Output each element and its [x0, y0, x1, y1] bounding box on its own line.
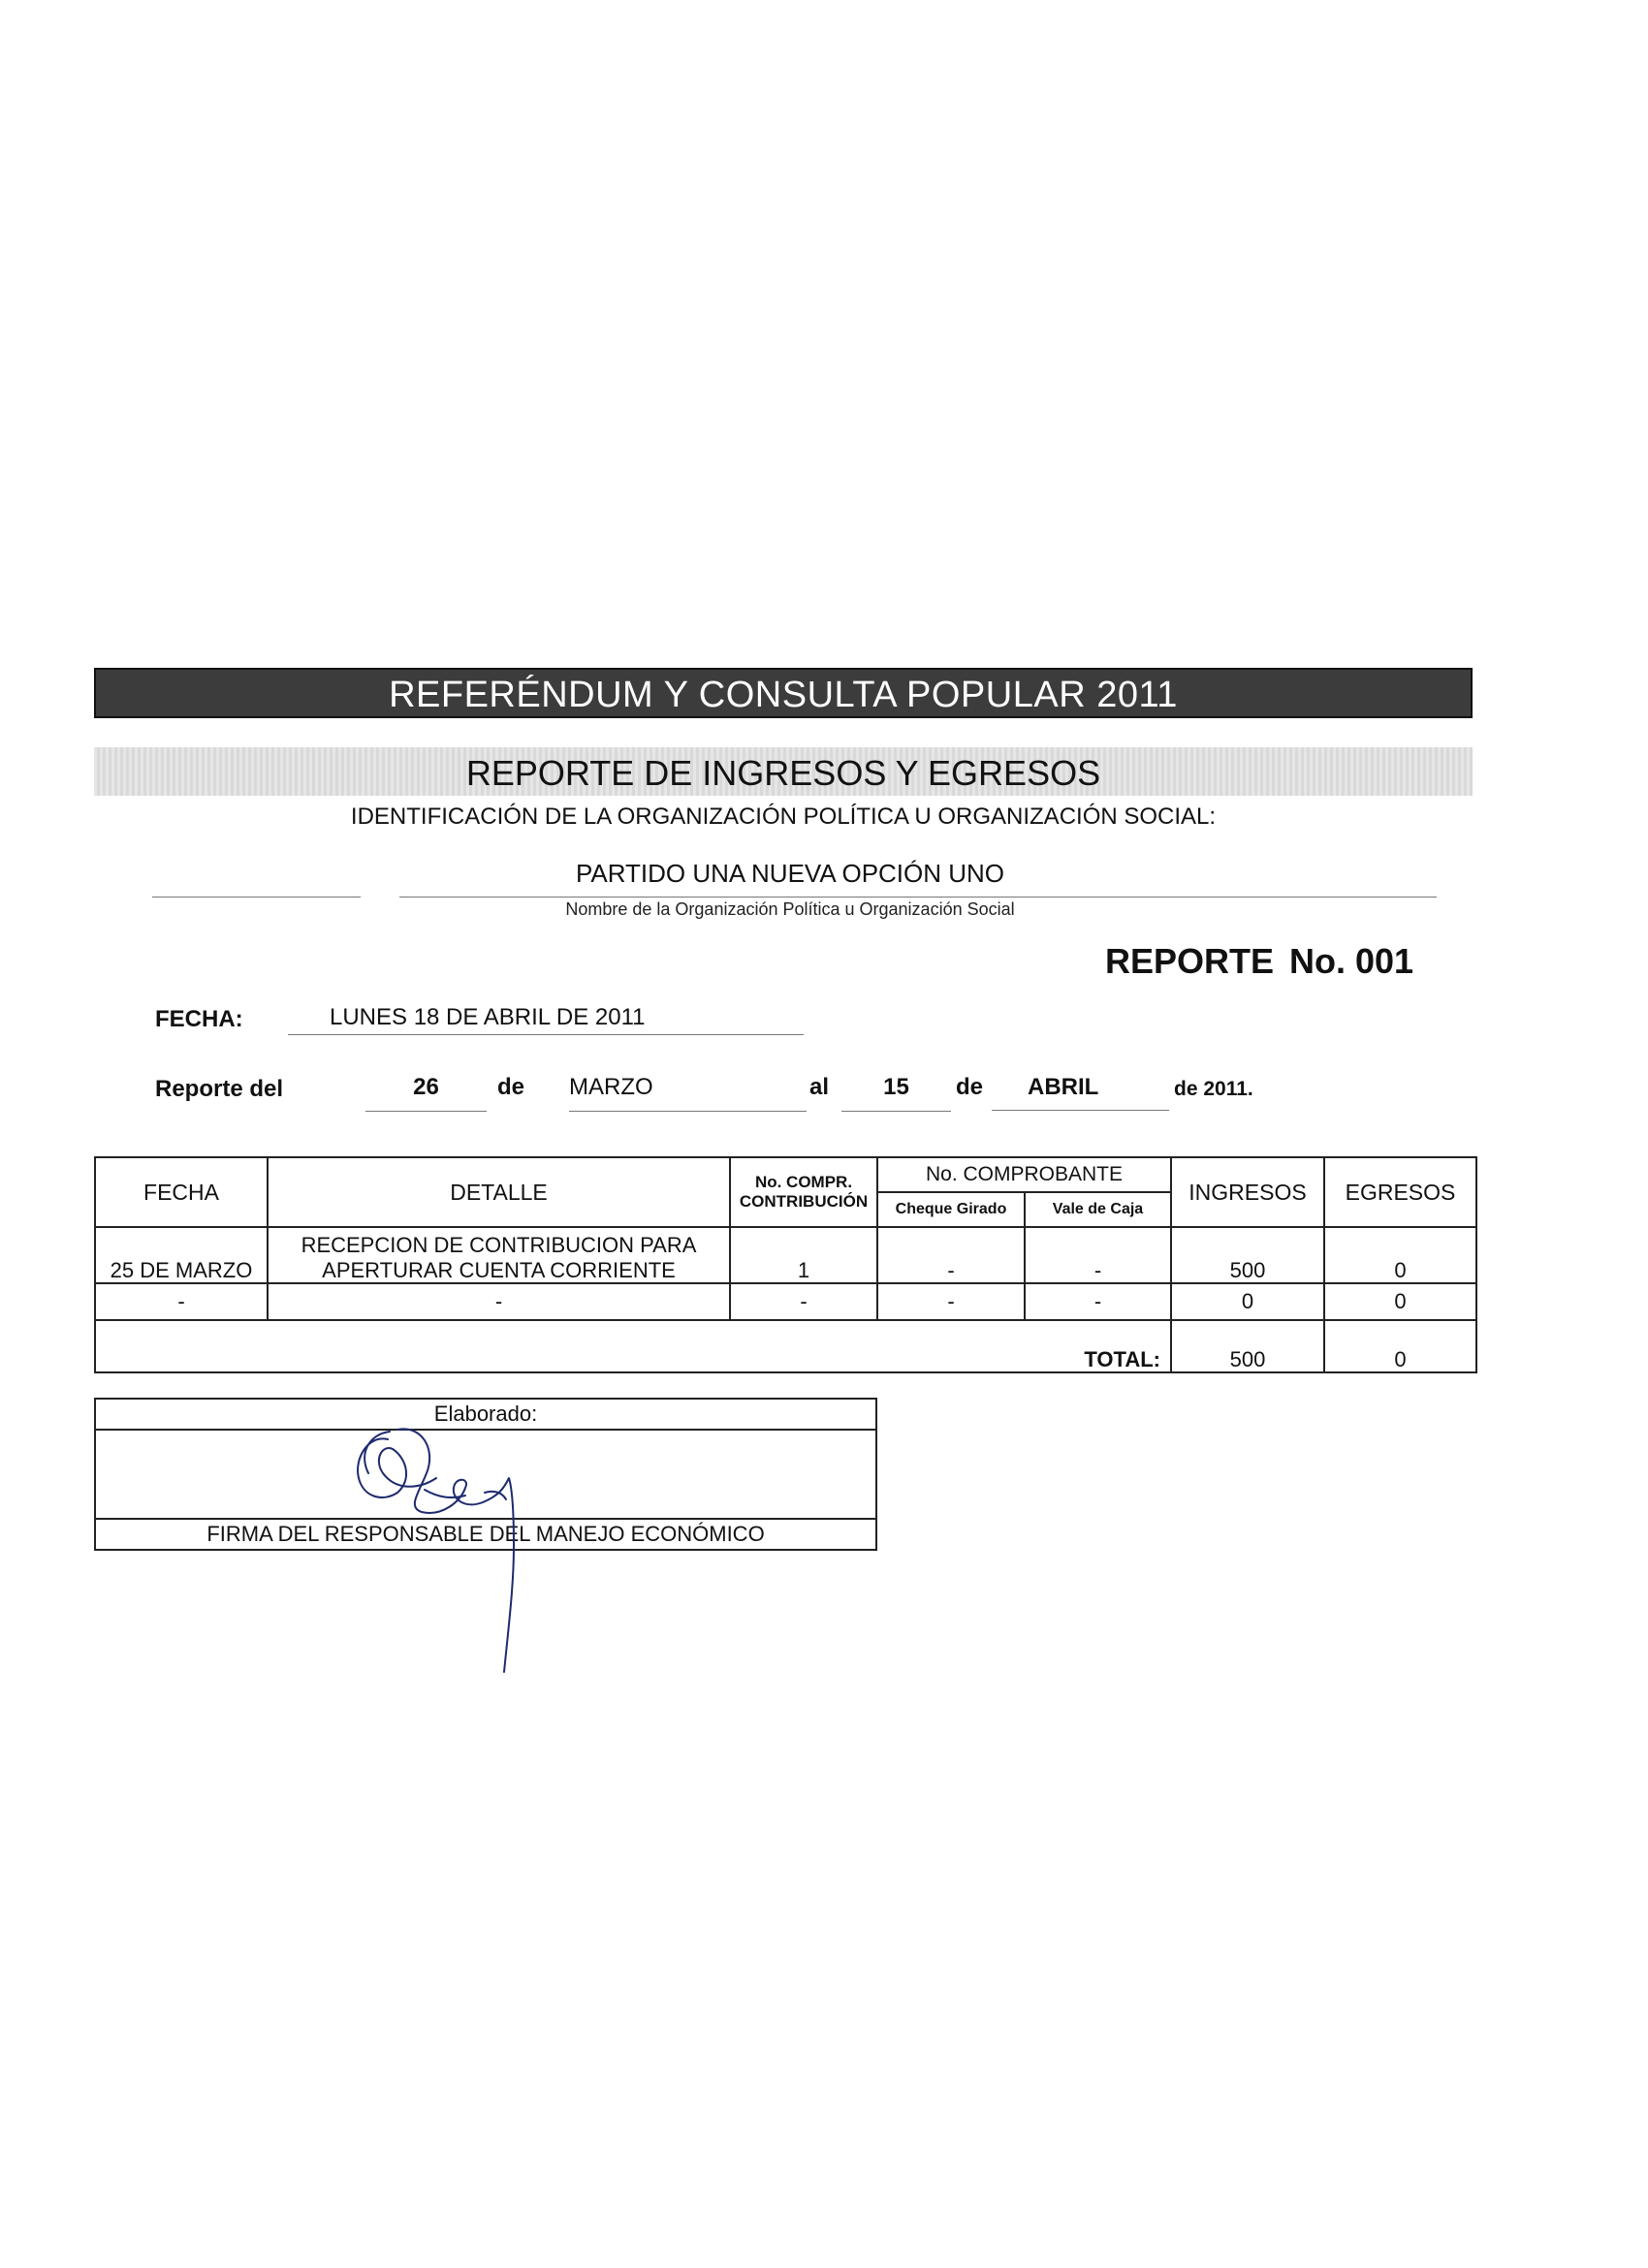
- cell-egresos: 0: [1324, 1227, 1476, 1283]
- cell-ingresos: 0: [1171, 1283, 1324, 1320]
- report-title: REPORTE DE INGRESOS Y EGRESOS: [465, 753, 1101, 793]
- report-title-band: [94, 747, 1473, 796]
- period-to-month: ABRIL: [992, 1074, 1169, 1111]
- cell-cheque: -: [877, 1283, 1025, 1320]
- period-year: de 2011.: [1174, 1078, 1253, 1100]
- header-no-compr: [730, 1157, 877, 1227]
- period-de-2: de: [956, 1074, 984, 1100]
- detalle-line2: APERTURAR CUENTA CORRIENTE: [322, 1257, 676, 1282]
- period-to-day: 15: [841, 1074, 951, 1112]
- period-de-1: de: [497, 1074, 525, 1100]
- header-egresos: EGRESOS: [1324, 1157, 1476, 1227]
- handwritten-signature: [330, 1420, 553, 1682]
- fecha-label: FECHA:: [155, 1006, 243, 1032]
- header-no-compr-line2: CONTRIBUCIÓN: [739, 1192, 869, 1211]
- period-from-day: 26: [365, 1074, 487, 1112]
- cell-fecha: -: [95, 1283, 268, 1320]
- header-vale: Vale de Caja: [1025, 1192, 1171, 1227]
- banner-title: REFERÉNDUM Y CONSULTA POPULAR 2011: [389, 675, 1178, 715]
- title-banner: [94, 668, 1473, 718]
- signature-caption: FIRMA DEL RESPONSABLE DEL MANEJO ECONÓMICO: [95, 1519, 876, 1550]
- identification-label: IDENTIFICACIÓN DE LA ORGANIZACIÓN POLÍTICA U ORGANIZACIÓN SOCIAL:: [350, 803, 1217, 830]
- cell-cheque: -: [877, 1227, 1025, 1283]
- header-no-comprobante: No. COMPROBANTE: [877, 1157, 1171, 1192]
- cell-detalle: -: [268, 1283, 730, 1320]
- organization-caption: Nombre de la Organización Política u Organización Social: [565, 899, 1015, 919]
- cell-detalle: [268, 1227, 730, 1283]
- divider-line: [152, 897, 361, 898]
- header-no-compr-line1: No. COMPR.: [754, 1173, 853, 1192]
- total-egresos: 0: [1324, 1320, 1476, 1372]
- header-cheque: Cheque Girado: [877, 1192, 1025, 1227]
- organization-name: PARTIDO UNA NUEVA OPCIÓN UNO: [575, 859, 1005, 888]
- fecha-value: LUNES 18 DE ABRIL DE 2011: [288, 1004, 804, 1035]
- signature-header: Elaborado:: [95, 1399, 876, 1430]
- header-ingresos: INGRESOS: [1171, 1157, 1324, 1227]
- cell-ingresos: 500: [1171, 1227, 1324, 1283]
- table-row: [95, 1283, 1476, 1320]
- header-fecha: FECHA: [95, 1157, 268, 1227]
- total-label: TOTAL:: [95, 1320, 1171, 1372]
- reporte-number: No. 001: [1289, 941, 1414, 981]
- cell-fecha: 25 DE MARZO: [95, 1227, 268, 1283]
- cell-vale: -: [1025, 1283, 1171, 1320]
- cell-no-compr: 1: [730, 1227, 877, 1283]
- cell-no-compr: -: [730, 1283, 877, 1320]
- period-label: Reporte del: [155, 1076, 284, 1102]
- reporte-label: REPORTE: [1105, 941, 1275, 981]
- total-row: [95, 1320, 1476, 1372]
- cell-egresos: 0: [1324, 1283, 1476, 1320]
- income-expense-table: [94, 1156, 1477, 1373]
- table-row: [95, 1227, 1476, 1283]
- header-detalle: DETALLE: [268, 1157, 730, 1227]
- detalle-line1: RECEPCION DE CONTRIBUCION PARA: [301, 1233, 697, 1258]
- cell-vale: -: [1025, 1227, 1171, 1283]
- total-ingresos: 500: [1171, 1320, 1324, 1372]
- period-from-month: MARZO: [569, 1074, 807, 1112]
- divider-line: [399, 897, 1437, 898]
- period-al: al: [809, 1074, 830, 1100]
